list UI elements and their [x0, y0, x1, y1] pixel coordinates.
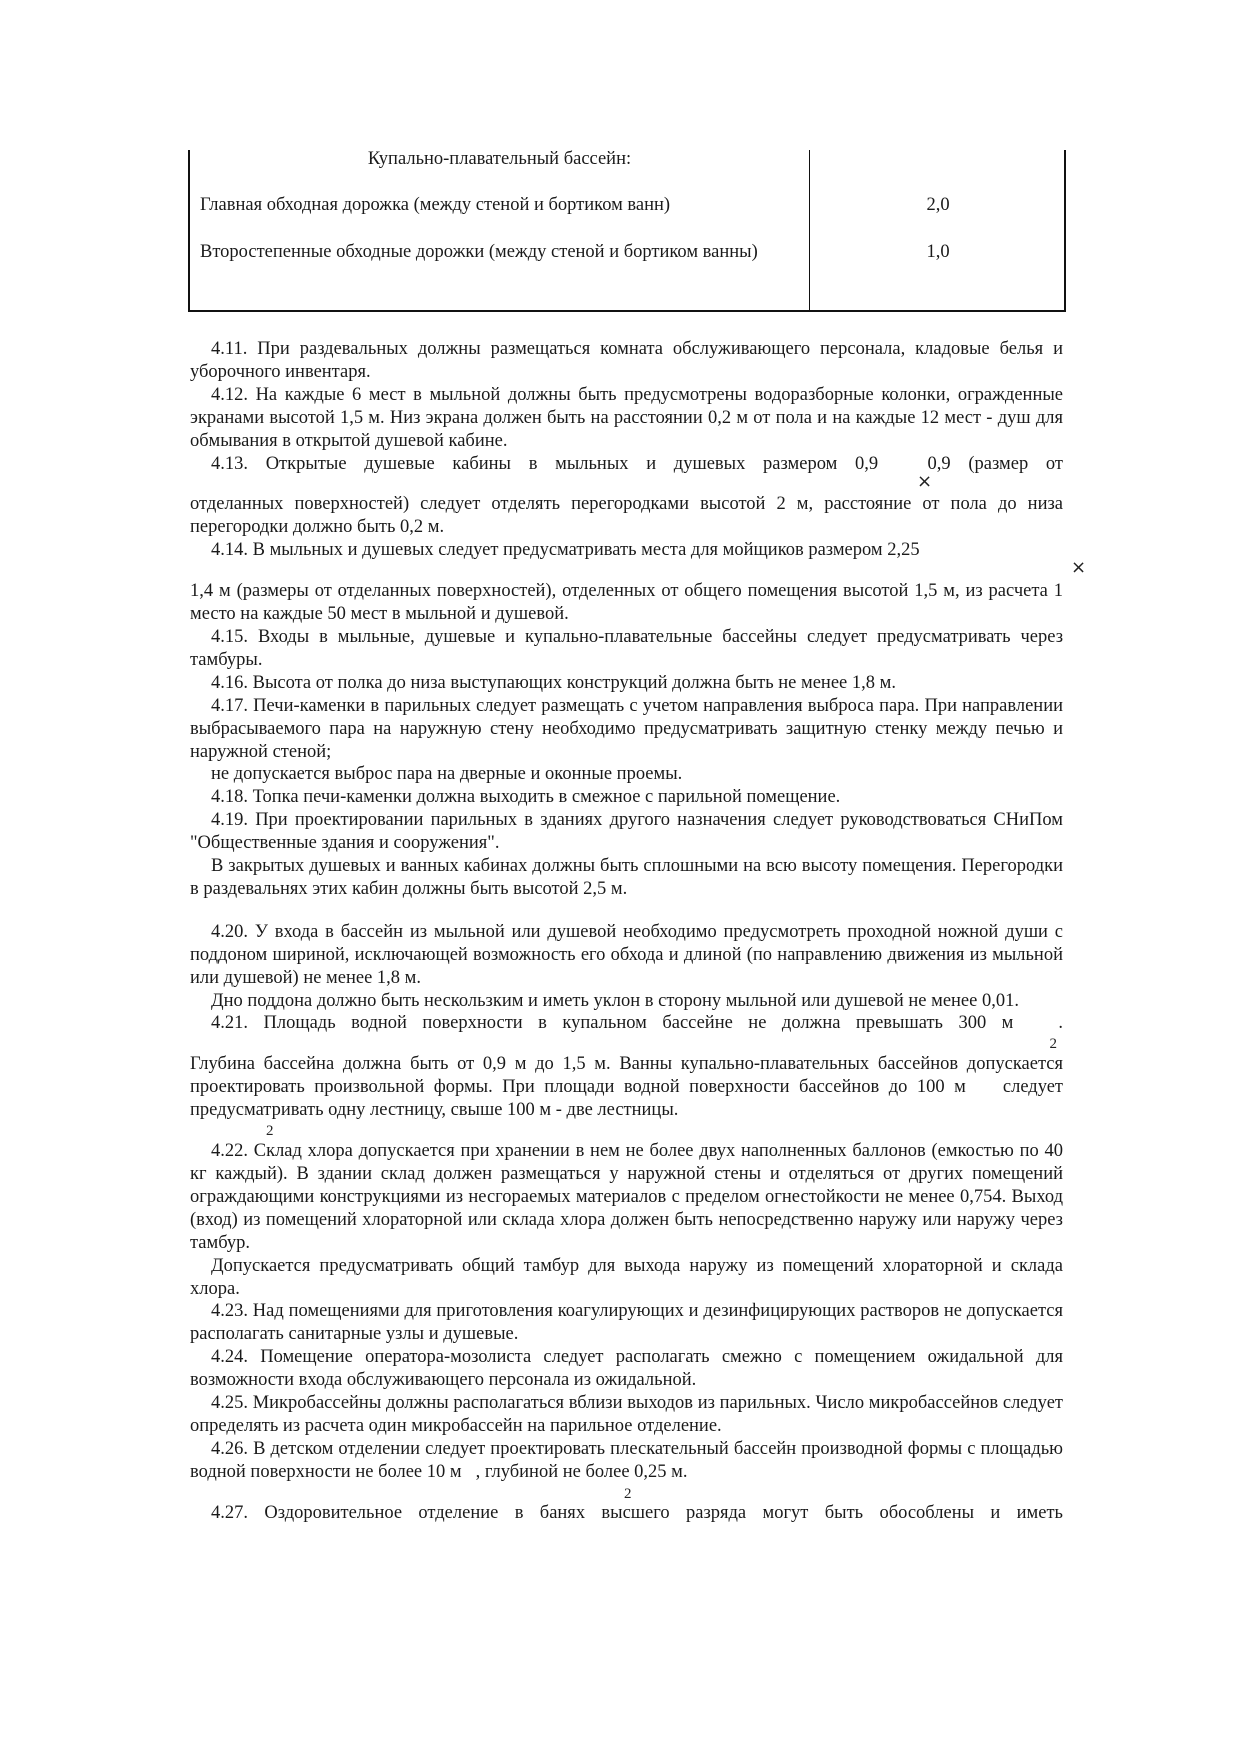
paragraph-4-20: 4.20. У входа в бассейн из мыльной или душевой необходимо предусмотреть проходной ножной души с поддоном шириной, исключающей возможность его обхода и длиной (по направлению движения из мыльной или душевой) не менее 1,8 м. — [190, 921, 1063, 988]
table-column-divider — [809, 150, 810, 310]
paragraph-4-19: 4.19. При проектировании парильных в зданиях другого назначения следует руководствоваться СНиПом "Общественные здания и сооружения". — [190, 810, 1063, 854]
paragraph-4-19-continued: В закрытых душевых и ванных кабинах должны быть сплошными на всю высоту помещения. Перегородки в раздевальнях этих кабин должны быть высотой 2,5 м. — [190, 856, 1063, 899]
paragraph-4-26 — [190, 1438, 1063, 1502]
norms-table — [188, 150, 1066, 312]
paragraph-4-11: 4.11. При раздевальных должны размещаться комната обслуживающего персонала, кладовые белья и уборочного инвентаря. — [190, 339, 1063, 382]
superscript-two: 2 — [266, 1123, 274, 1140]
paragraph-4-14-text-a: 4.14. В мыльных и душевых следует предусматривать места для мойщиков размером 2,25 — [211, 540, 920, 561]
paragraph-4-20-continued: Дно поддона должно быть нескользким и иметь уклон в сторону мыльной или душевой не менее 0,01. — [211, 990, 1019, 1011]
paragraph-4-26-text-b: , глубиной не более 0,25 м. — [475, 1461, 688, 1482]
paragraph-4-13-text-a: 4.13. Открытые душевые кабины в мыльных и душевых размером 0,9 — [211, 453, 879, 474]
paragraph-4-17-continued: не допускается выброс пара на дверные и оконные проемы. — [211, 764, 683, 785]
superscript-two: 2 — [624, 1485, 632, 1502]
paragraph-4-21-text-c: следует предусматривать одну лестницу, свыше 100 м - две лестницы. — [190, 1077, 1063, 1121]
paragraph-4-21-line2 — [190, 1053, 1063, 1140]
multiplication-sign-icon: × — [917, 470, 933, 492]
paragraph-4-21-text-b: Глубина бассейна должна быть от 0,9 м до 1,5 м. Ванны купально-плавательных бассейнов допускается проектировать произвольной формы. При площади водной поверхности бассейнов до 100 м — [190, 1054, 1063, 1098]
paragraph-4-14-line2: 1,4 м (размеры от отделанных поверхностей), отделенных от общего помещения высотой 1,5 м, из расчета 1 место на каждые 50 мест в мыльной и душевой. — [190, 581, 1063, 625]
paragraph-4-13-line2: отделанных поверхностей) следует отделять перегородками высотой 2 м, расстояние от пола до низа перегородки должно быть 0,2 м. — [190, 494, 1063, 538]
table-row-value: 1,0 — [926, 242, 950, 262]
paragraph-4-21-line1 — [190, 1012, 1064, 1053]
superscript-two: 2 — [1049, 1036, 1057, 1053]
paragraph-4-15: 4.15. Входы в мыльные, душевые и купально-плавательные бассейны следует предусматривать через тамбуры. — [190, 626, 1063, 670]
paragraph-4-24: 4.24. Помещение оператора-мозолиста следует располагать смежно с помещением ожидальной для возможности входа обслуживающего персонала из ожидальной. — [190, 1347, 1063, 1391]
table-row-label: Второстепенные обходные дорожки (между стеной и бортиком ванны) — [200, 242, 758, 262]
multiplication-sign-icon: × — [1071, 557, 1087, 579]
paragraph-4-21-period: . — [1058, 1013, 1064, 1034]
paragraph-4-22-continued: Допускается предусматривать общий тамбур для выхода наружу из помещений хлораторной и склада хлора. — [190, 1255, 1063, 1299]
table-row-value: 2,0 — [926, 195, 950, 215]
paragraph-4-25: 4.25. Микробассейны должны располагаться вблизи выходов из парильных. Число микробассейнов следует определять из расчета один микробассейн на парильное отделение. — [190, 1393, 1063, 1436]
table-row-label: Главная обходная дорожка (между стеной и бортиком ванн) — [200, 195, 671, 215]
paragraph-4-27: 4.27. Оздоровительное отделение в банях высшего разряда могут быть обособлены и иметь — [211, 1502, 1063, 1523]
paragraph-4-17: 4.17. Печи-каменки в парильных следует размещать с учетом направления выброса пара. При направлении выбрасываемого пара на наружную стену необходимо предусматривать защитную стенку между печью и наружной стеной; — [190, 695, 1063, 762]
paragraph-4-22: 4.22. Склад хлора допускается при хранении в нем не более двух наполненных баллонов (емкостью по 40 кг каждый). В здании склад должен размещаться у наружной стены и отделяться от других помещений ограждающими конструкциями из несгораемых материалов с пределом огнестойкости не менее 0,754. Выход (вход) из помещений хлораторной или склада хлора должен быть непосредственно наружу или наружу через тамбур. — [190, 1141, 1063, 1253]
paragraph-4-23: 4.23. Над помещениями для приготовления коагулирующих и дезинфицирующих растворов не допускается располагать санитарные узлы и душевые. — [190, 1301, 1063, 1345]
paragraph-4-12: 4.12. На каждые 6 мест в мыльной должны быть предусмотрены водоразборные колонки, огражденные экранами высотой 1,5 м. Низ экрана должен быть на расстоянии 0,2 м от пола и на каждые 12 мест - душ для обмывания в открытой душевой кабине. — [190, 384, 1063, 451]
paragraph-4-21-text-a: 4.21. Площадь водной поверхности в купальном бассейне не должна превышать 300 м — [211, 1013, 1014, 1034]
paragraph-4-18: 4.18. Топка печи-каменки должна выходить в смежное с парильной помещение. — [211, 787, 841, 808]
paragraph-4-14-line1 — [190, 539, 1087, 579]
paragraph-4-26-text-a: 4.26. В детском отделении следует проектировать плескательный бассейн производной формы с площадью водной поверхности не более 10 м — [190, 1438, 1063, 1482]
paragraph-4-13-text-b: 0,9 (размер от — [927, 453, 1063, 474]
paragraph-4-16: 4.16. Высота от полка до низа выступающих конструкций должна быть не менее 1,8 м. — [211, 672, 896, 693]
table-section-header: Купально-плавательный бассейн: — [367, 149, 632, 169]
document-body — [190, 338, 1087, 1525]
paragraph-4-13-line1 — [190, 453, 1063, 492]
